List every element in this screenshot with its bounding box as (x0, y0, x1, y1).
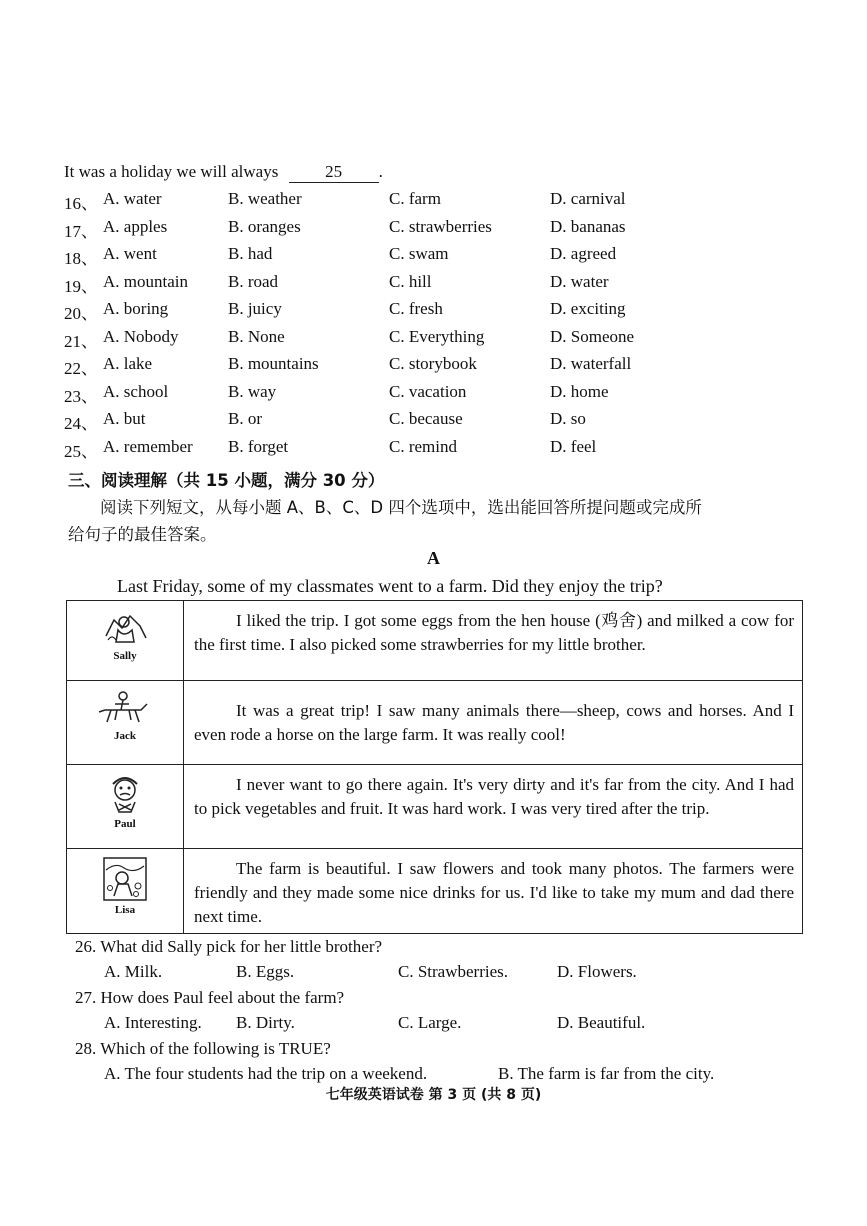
q26-option-c: C. Strawberries. (398, 962, 509, 981)
q27-option-a: A. Interesting. (104, 1013, 202, 1032)
cloze-sentence-text: It was a holiday we will always (64, 162, 279, 181)
passage-label: A (427, 548, 440, 568)
cloze-option-c: C. fresh (389, 299, 443, 318)
cloze-option-d: D. agreed (550, 244, 617, 263)
student-name: Paul (114, 818, 136, 830)
cloze-option-c: C. hill (389, 271, 432, 291)
opinion-text: It was a great trip! I saw many animals there—sheep, cows and horses. And I even rode a horse on the large farm. It was really cool! (184, 681, 803, 765)
student-name: Lisa (114, 904, 136, 916)
cloze-question-number: 22、 (64, 359, 98, 378)
jack-cell (67, 681, 184, 765)
cloze-option-b: B. had (228, 244, 273, 263)
cloze-option-b: B. way (228, 381, 277, 401)
section-heading: 三、阅读理解（共 15 小题，满分 30 分） (68, 471, 385, 490)
opinion-text: The farm is beautiful. I saw flowers and took many photos. The farmers were friendly and they made some nice drinks for us. I'd like to take my mum and dad there next time. (184, 849, 803, 934)
cloze-question-number: 16、 (64, 194, 98, 213)
cloze-option-b: B. road (228, 271, 279, 291)
cloze-option-d: D. exciting (550, 299, 626, 318)
cloze-option-c: C. because (389, 409, 463, 428)
cloze-option-b: B. juicy (228, 299, 282, 318)
cloze-option-d: D. so (550, 409, 586, 428)
cloze-option-a: A. school (103, 381, 169, 401)
cloze-question-number: 25、 (64, 441, 98, 461)
cloze-option-d: D. carnival (550, 189, 626, 208)
paul-cell (67, 765, 184, 849)
cloze-option-a: A. but (103, 409, 146, 428)
cloze-option-c: C. swam (389, 244, 449, 263)
cloze-option-a: A. mountain (103, 271, 188, 291)
jack-riding-horse-icon (97, 688, 153, 728)
opinion-text: I never want to go there again. It's very dirty and it's far from the city. And I had to pick vegetables and fruit. It was hard work. I was very tired after the trip. (184, 765, 803, 849)
cloze-option-d: D. feel (550, 436, 597, 456)
q26-option-b: B. Eggs. (236, 962, 295, 981)
cloze-option-b: B. weather (228, 189, 302, 208)
cloze-option-d: D. Someone (550, 326, 635, 346)
student-name: Sally (113, 650, 137, 662)
sentence-period: . (378, 162, 383, 181)
cloze-option-a: A. water (103, 189, 162, 208)
q26-option-d: D. Flowers. (557, 962, 637, 981)
cloze-option-d: D. home (550, 381, 609, 401)
opinion-text: I liked the trip. I got some eggs from the hen house (鸡舍) and milked a cow for the first time. I also picked some strawberries for my little brother. (184, 601, 803, 681)
cloze-option-c: C. storybook (389, 354, 477, 373)
cloze-last-sentence (64, 162, 383, 183)
cloze-option-d: D. water (550, 271, 609, 291)
table-row (67, 849, 803, 934)
q26-option-a: A. Milk. (104, 962, 163, 981)
paul-face-icon (105, 772, 145, 816)
table-row (67, 681, 803, 765)
lisa-flowers-icon (102, 856, 148, 902)
passage-intro: Last Friday, some of my classmates went to a farm. Did they enjoy the trip? (117, 576, 663, 596)
table-row (67, 601, 803, 681)
q28-option-a: A. The four students had the trip on a weekend. (104, 1064, 428, 1083)
answer-blank: 25 (289, 162, 379, 183)
question-28: 28. Which of the following is TRUE? (75, 1039, 331, 1058)
page-footer: 七年级英语试卷 第 3 页 (共 8 页) (325, 1087, 542, 1103)
question-27: 27. How does Paul feel about the farm? (75, 988, 345, 1007)
table-row (67, 765, 803, 849)
cloze-question-number: 20、 (64, 304, 98, 323)
q27-option-c: C. Large. (398, 1013, 462, 1032)
section-instruction-line2: 给句子的最佳答案。 (68, 525, 217, 544)
cloze-option-d: D. waterfall (550, 354, 632, 373)
cloze-question-number: 19、 (64, 276, 98, 296)
cloze-option-a: A. Nobody (103, 326, 179, 346)
section-instruction-line1: 阅读下列短文，从每小题 A、B、C、D 四个选项中，选出能回答所提问题或完成所 (100, 498, 702, 517)
cloze-option-b: B. or (228, 409, 262, 428)
cloze-question-number: 18、 (64, 249, 98, 268)
q27-option-d: D. Beautiful. (557, 1013, 646, 1032)
cloze-option-b: B. forget (228, 436, 289, 456)
cloze-option-a: A. apples (103, 216, 168, 236)
cloze-option-a: A. went (103, 244, 157, 263)
q28-option-b: B. The farm is far from the city. (498, 1064, 715, 1083)
q27-option-b: B. Dirty. (236, 1013, 295, 1032)
cloze-option-a: A. boring (103, 299, 169, 318)
sally-cell (67, 601, 184, 681)
cloze-option-c: C. strawberries (389, 216, 492, 236)
cloze-question-number: 17、 (64, 221, 98, 241)
cloze-option-d: D. bananas (550, 216, 626, 236)
cloze-option-a: A. remember (103, 436, 193, 456)
question-26: 26. What did Sally pick for her little brother? (75, 937, 383, 956)
cloze-option-c: C. remind (389, 436, 457, 456)
student-opinions-table (66, 600, 803, 934)
cloze-option-b: B. None (228, 326, 285, 346)
cloze-option-c: C. Everything (389, 326, 485, 346)
cloze-option-a: A. lake (103, 354, 153, 373)
sally-illustration-icon (100, 608, 150, 648)
cloze-option-b: B. oranges (228, 216, 301, 236)
cloze-option-c: C. farm (389, 189, 441, 208)
cloze-option-b: B. mountains (228, 354, 319, 373)
cloze-option-c: C. vacation (389, 381, 467, 401)
lisa-cell (67, 849, 184, 934)
student-name: Jack (114, 730, 136, 742)
cloze-question-number: 24、 (64, 414, 98, 433)
cloze-question-number: 21、 (64, 331, 98, 351)
cloze-question-number: 23、 (64, 386, 98, 406)
